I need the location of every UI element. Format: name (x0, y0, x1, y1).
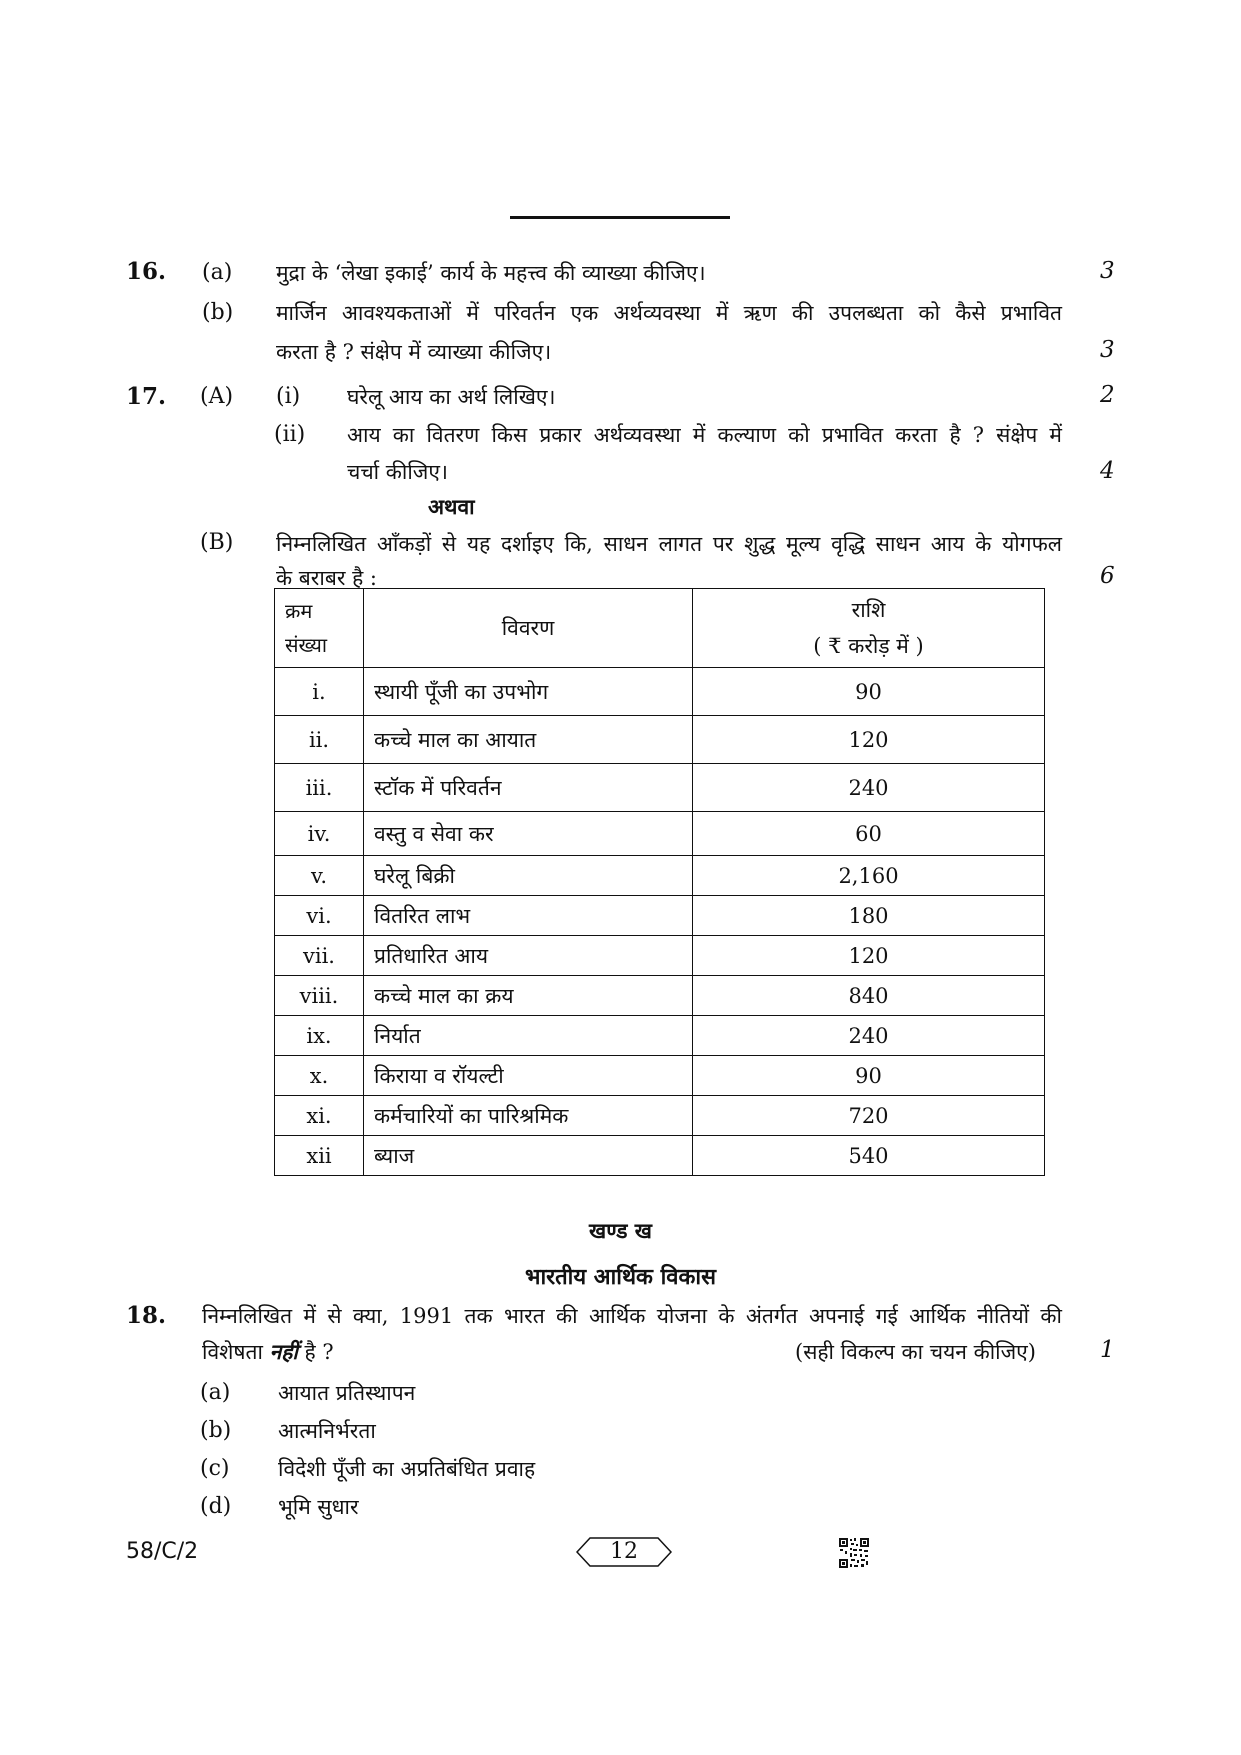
table-header-row (275, 589, 1045, 668)
row-item: कच्चे माल का आयात (364, 716, 693, 764)
paper-code: 58/C/2 (126, 1539, 199, 1564)
q16b-line2: करता है ? संक्षेप में व्याख्या कीजिए। (276, 340, 552, 364)
q18-line2-post: है ? (297, 1340, 334, 1364)
table-row (275, 764, 1045, 812)
q16a-marks: 3 (1100, 258, 1115, 284)
q18-option-c-text: विदेशी पूँजी का अप्रतिबंधित प्रवाह (278, 1457, 536, 1481)
q18-emphasis: नहीं (269, 1339, 298, 1364)
q17-number: 17. (126, 383, 167, 410)
table-row (275, 976, 1045, 1016)
row-item: स्थायी पूँजी का उपभोग (364, 668, 693, 716)
q17Aii-label: (ii) (274, 422, 306, 447)
row-amount: 60 (693, 812, 1045, 856)
table-row (275, 1136, 1045, 1176)
header-amount-line2: ( ₹ करोड़ में ) (813, 634, 924, 658)
q17A-label: (A) (200, 384, 234, 409)
row-item: वितरित लाभ (364, 896, 693, 936)
header-item: विवरण (364, 589, 693, 668)
q18-marks: 1 (1100, 1337, 1115, 1363)
table-row (275, 856, 1045, 896)
q18-line2-pre: विशेषता (202, 1340, 270, 1364)
row-serial: v. (275, 856, 364, 896)
table-body (275, 668, 1045, 1176)
row-item: वस्तु व सेवा कर (364, 812, 693, 856)
table-row (275, 936, 1045, 976)
q16b-label: (b) (202, 300, 234, 325)
row-serial: ix. (275, 1016, 364, 1056)
row-serial: xii (275, 1136, 364, 1176)
q17Aii-marks: 4 (1100, 458, 1115, 484)
row-serial: viii. (275, 976, 364, 1016)
q17Ai-marks: 2 (1100, 382, 1115, 408)
q17B-line1: निम्नलिखित आँकड़ों से यह दर्शाइए कि, साधन लागत पर शुद्ध मूल्य वृद्धि साधन आय के योगफल (276, 532, 1062, 556)
row-item: ब्याज (364, 1136, 693, 1176)
q16a-label: (a) (202, 260, 233, 285)
row-amount: 2,160 (693, 856, 1045, 896)
row-amount: 240 (693, 764, 1045, 812)
q16b-line1: मार्जिन आवश्यकताओं में परिवर्तन एक अर्थव्यवस्था में ऋण की उपलब्धता को कैसे प्रभावित (276, 301, 1062, 325)
q17Ai-text: घरेलू आय का अर्थ लिखिए। (347, 385, 556, 409)
header-serial-line1: क्रम (285, 599, 313, 623)
row-serial: iv. (275, 812, 364, 856)
row-amount: 180 (693, 896, 1045, 936)
row-item: प्रतिधारित आय (364, 936, 693, 976)
page-number-badge (576, 1537, 672, 1567)
q16-number: 16. (126, 258, 167, 285)
q18-option-d-text: भूमि सुधार (278, 1495, 359, 1519)
q17B-marks: 6 (1100, 563, 1115, 589)
row-amount: 90 (693, 1056, 1045, 1096)
top-rule (510, 216, 730, 219)
q16b-marks: 3 (1100, 337, 1115, 363)
row-item: कच्चे माल का क्रय (364, 976, 693, 1016)
row-serial: xi. (275, 1096, 364, 1136)
row-serial: i. (275, 668, 364, 716)
table-row (275, 668, 1045, 716)
row-amount: 240 (693, 1016, 1045, 1056)
q18-option-d-label: (d) (200, 1494, 232, 1519)
table-row (275, 896, 1045, 936)
q17B-line2: के बराबर है : (276, 566, 377, 590)
data-table (274, 588, 1045, 1176)
q17Aii-line2: चर्चा कीजिए। (347, 460, 448, 484)
q17B-label: (B) (200, 530, 234, 555)
q18-line1: निम्नलिखित में से क्या, 1991 तक भारत की आर्थिक योजना के अंतर्गत अपनाई गई आर्थिक नीतियों की (202, 1304, 1062, 1328)
section-subtitle: भारतीय आर्थिक विकास (524, 1264, 716, 1290)
row-item: कर्मचारियों का पारिश्रमिक (364, 1096, 693, 1136)
q18-option-b-text: आत्मनिर्भरता (278, 1419, 376, 1443)
q18-number: 18. (126, 1302, 167, 1329)
table-row (275, 812, 1045, 856)
row-amount: 840 (693, 976, 1045, 1016)
q18-line2 (202, 1338, 334, 1366)
row-serial: x. (275, 1056, 364, 1096)
table-row (275, 716, 1045, 764)
q16a-text: मुद्रा के ‘लेखा इकाई’ कार्य के महत्त्व की व्याख्या कीजिए। (276, 261, 706, 285)
row-serial: ii. (275, 716, 364, 764)
header-serial-line2: संख्या (285, 633, 327, 657)
row-serial: vii. (275, 936, 364, 976)
qr-code-icon (838, 1537, 870, 1569)
row-item: किराया व रॉयल्टी (364, 1056, 693, 1096)
header-serial (275, 589, 364, 668)
page-number: 12 (610, 1539, 638, 1564)
row-item: स्टॉक में परिवर्तन (364, 764, 693, 812)
header-amount-line1: राशि (851, 598, 886, 622)
row-serial: iii. (275, 764, 364, 812)
row-item: निर्यात (364, 1016, 693, 1056)
q17Aii-line1: आय का वितरण किस प्रकार अर्थव्यवस्था में कल्याण को प्रभावित करता है ? संक्षेप में (347, 423, 1062, 447)
table-row (275, 1016, 1045, 1056)
q18-option-c-label: (c) (200, 1456, 230, 1481)
row-amount: 720 (693, 1096, 1045, 1136)
table-row (275, 1096, 1045, 1136)
row-amount: 120 (693, 716, 1045, 764)
or-text: अथवा (428, 494, 475, 519)
header-amount (693, 589, 1045, 668)
table-row (275, 1056, 1045, 1096)
q18-instruction: (सही विकल्प का चयन कीजिए) (795, 1340, 1036, 1364)
q17Ai-label: (i) (276, 384, 301, 409)
row-serial: vi. (275, 896, 364, 936)
section-title: खण्ड ख (589, 1218, 652, 1243)
row-item: घरेलू बिक्री (364, 856, 693, 896)
q18-option-a-text: आयात प्रतिस्थापन (278, 1381, 416, 1405)
q18-option-b-label: (b) (200, 1418, 232, 1443)
row-amount: 540 (693, 1136, 1045, 1176)
row-amount: 90 (693, 668, 1045, 716)
q18-option-a-label: (a) (200, 1380, 231, 1405)
row-amount: 120 (693, 936, 1045, 976)
